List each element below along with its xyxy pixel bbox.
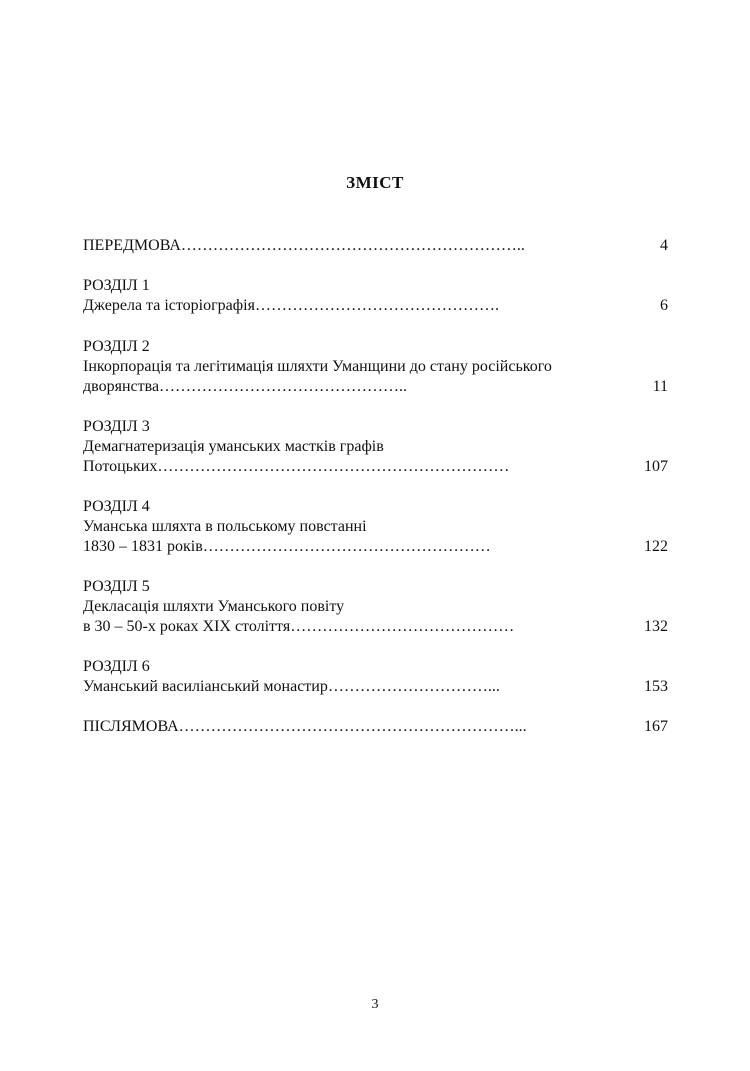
- toc-page-number: 153: [644, 678, 668, 695]
- toc-entry-title: Декласація шляхти Уманського повіту: [83, 598, 345, 615]
- toc-chapter-label: [83, 657, 668, 677]
- toc-entry-line: [83, 717, 668, 737]
- toc-entry-line: [83, 357, 668, 377]
- toc-chapter-label: [83, 276, 668, 296]
- toc-entry-line: [83, 597, 668, 617]
- toc-entry-line: [83, 377, 668, 397]
- toc-entry-title: ПЕРЕДМОВА………………………………………………………..: [83, 237, 525, 254]
- toc-chapter-number: РОЗДІЛ 1: [83, 277, 150, 294]
- toc-chapter-label: [83, 417, 668, 437]
- toc-entry-line: [83, 677, 668, 697]
- toc-entry-title: Джерела та історіографія……………………………………….: [83, 297, 499, 314]
- toc-entry-title: ПІСЛЯМОВА………………………………………………………...: [83, 718, 527, 735]
- toc-page-number: 167: [644, 718, 668, 735]
- toc-chapter-label: [83, 577, 668, 597]
- toc-entry-title-cont: дворянства………………………………………..: [83, 378, 408, 395]
- toc-entry-chapter-3[interactable]: [83, 417, 668, 477]
- toc-entry-line: [83, 537, 668, 557]
- toc-entry-chapter-2[interactable]: [83, 337, 668, 397]
- toc-entry-line: [83, 296, 668, 316]
- page-title: ЗМІСТ: [346, 173, 404, 192]
- toc-chapter-number: РОЗДІЛ 3: [83, 418, 150, 435]
- toc-chapter-number: РОЗДІЛ 4: [83, 498, 150, 515]
- toc-entry-line: [83, 517, 668, 537]
- toc-page-number: 4: [660, 237, 668, 254]
- toc-chapter-number: РОЗДІЛ 5: [83, 578, 150, 595]
- toc-entry-line: [83, 236, 668, 256]
- page-number: 3: [371, 997, 379, 1012]
- toc-entry-chapter-5[interactable]: [83, 577, 668, 637]
- toc-entry-title-cont: в 30 – 50-х роках ХІХ століття……………………………………: [83, 618, 515, 635]
- toc-entry-title: Уманська шляхта в польському повстанні: [83, 518, 367, 535]
- toc-entry-title: Уманський василіанський монастир…………………………...: [83, 678, 500, 695]
- toc-entry-title: Демагнатеризація уманських мастків графів: [83, 438, 384, 455]
- toc-entry-afterword[interactable]: [83, 717, 668, 737]
- toc-entry-line: [83, 617, 668, 637]
- toc-entry-chapter-6[interactable]: [83, 657, 668, 697]
- toc-chapter-label: [83, 337, 668, 357]
- toc-entry-title-cont: Потоцьких…………………………………………………………: [83, 458, 510, 475]
- toc-chapter-number: РОЗДІЛ 2: [83, 338, 150, 355]
- toc-page-number: 6: [660, 297, 668, 314]
- toc-chapter-number: РОЗДІЛ 6: [83, 658, 150, 675]
- toc-page-number: 122: [644, 538, 668, 555]
- toc-entry-chapter-1[interactable]: [83, 276, 668, 316]
- toc-chapter-label: [83, 497, 668, 517]
- toc-page-number: 132: [644, 618, 668, 635]
- toc-entry-chapter-4[interactable]: [83, 497, 668, 557]
- toc-entry-title: Інкорпорація та легітимація шляхти Уманщини до стану російського: [83, 358, 552, 375]
- toc-entry-line: [83, 457, 668, 477]
- toc-page-number: 107: [644, 458, 668, 475]
- toc-entry-line: [83, 437, 668, 457]
- toc-page-number: 11: [652, 378, 668, 395]
- toc-entry-title-cont: 1830 – 1831 років………………………………………………: [83, 538, 491, 555]
- toc-entry-foreword[interactable]: [83, 236, 668, 256]
